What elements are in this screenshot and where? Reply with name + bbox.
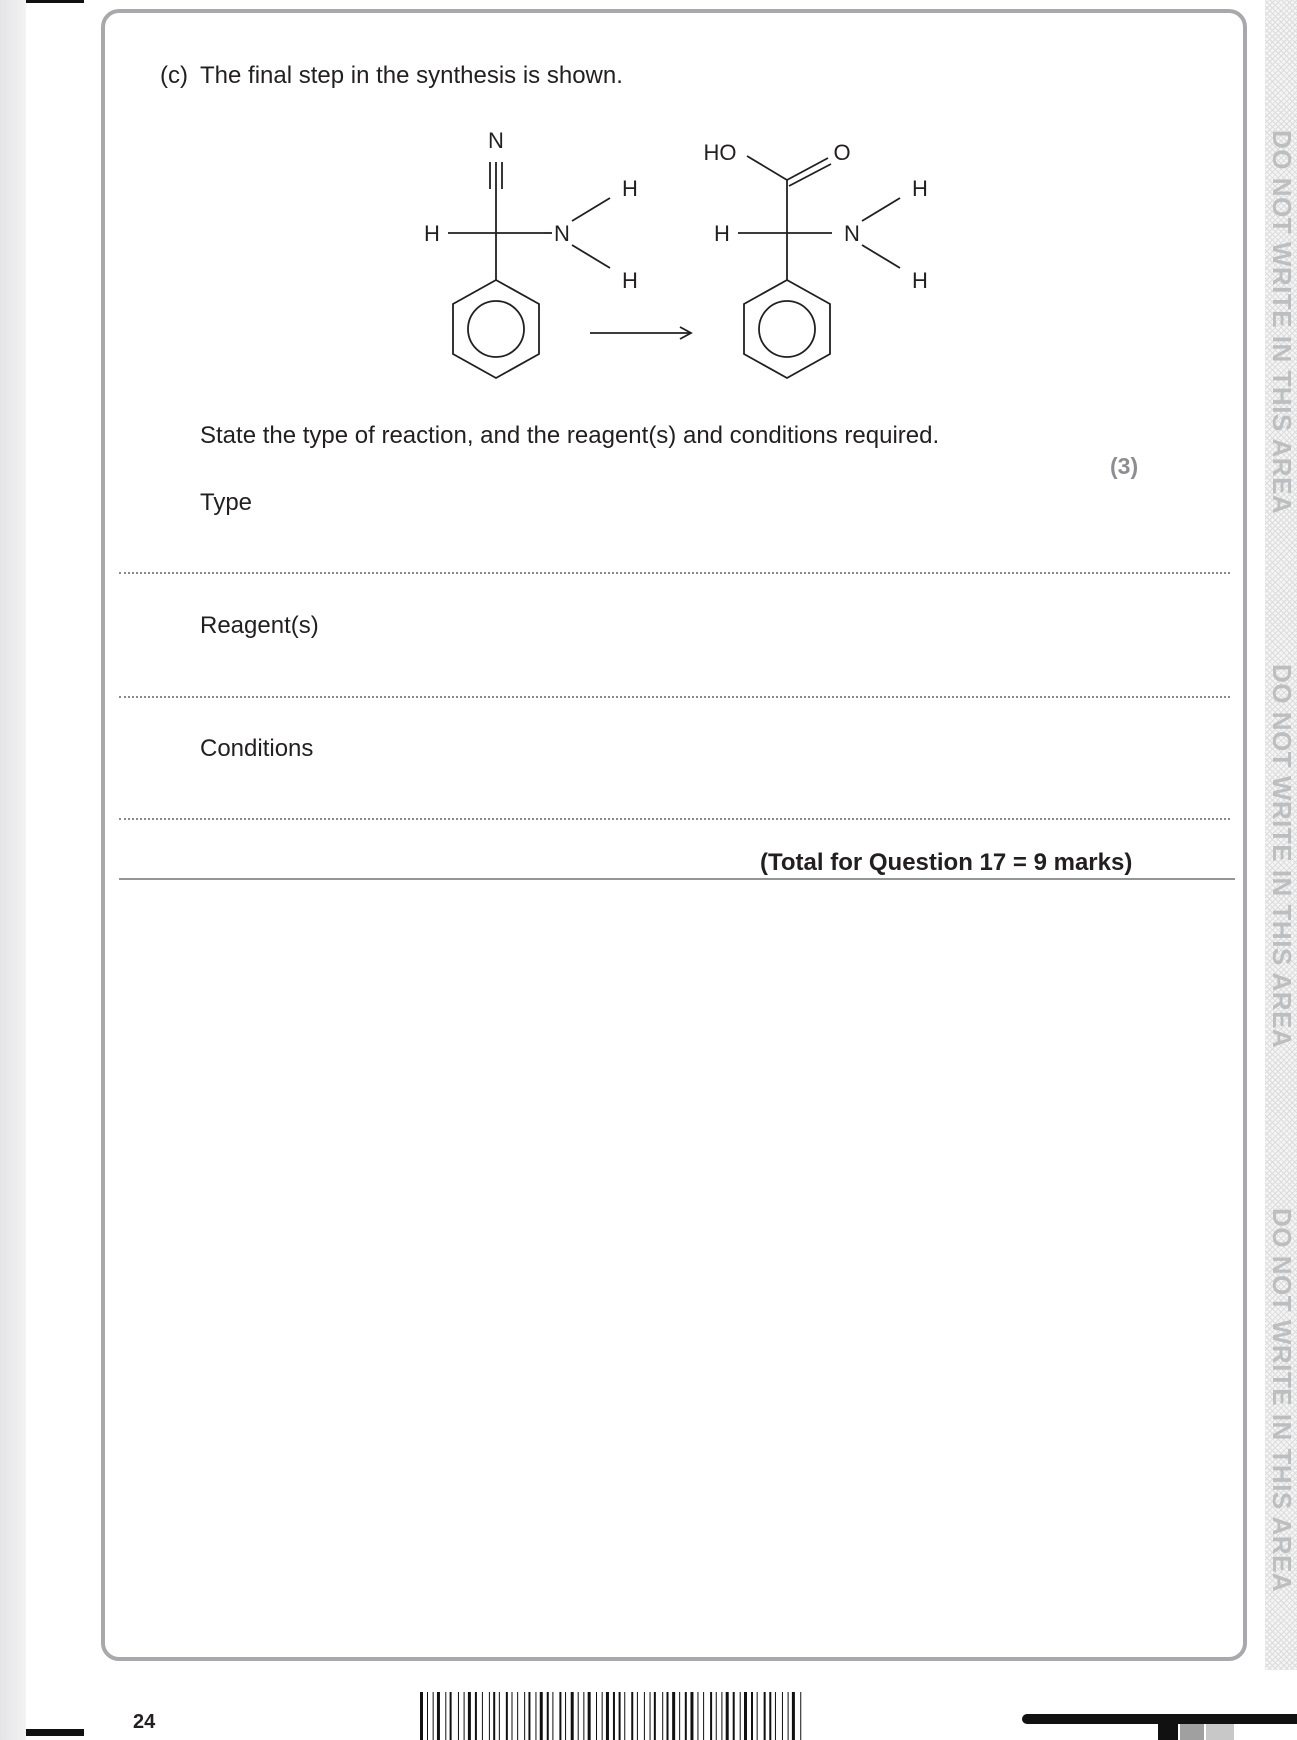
- total-rule: [119, 878, 1235, 880]
- question-part-label: (c): [160, 62, 188, 89]
- margin-warning-1: DO NOT WRITE IN THIS AREA: [1267, 130, 1297, 515]
- product-oxygen: O: [833, 140, 851, 165]
- margin-warning-2: DO NOT WRITE IN THIS AREA: [1267, 664, 1297, 1049]
- reagents-answer-line[interactable]: [119, 696, 1230, 698]
- footer-registration-blocks: [1158, 1724, 1297, 1740]
- type-label: Type: [200, 489, 253, 516]
- product-hydrogen-lower: H: [912, 268, 928, 293]
- reactant-hydrogen-lower: H: [622, 268, 638, 293]
- reactant-hydrogen-left: H: [424, 221, 440, 246]
- product-hydrogen-upper: H: [912, 176, 928, 201]
- reactant-molecule: [448, 162, 610, 378]
- product-molecule: [738, 156, 900, 378]
- barcode-image: [420, 1692, 932, 1740]
- product-hydrogen-left: H: [714, 221, 730, 246]
- product-nitrogen-amine: N: [844, 221, 860, 246]
- reactant-hydrogen-upper: H: [622, 176, 638, 201]
- reaction-arrow: [590, 327, 691, 339]
- page-left-shadow: [0, 0, 26, 1740]
- reagents-label: Reagent(s): [200, 612, 319, 639]
- question-total: (Total for Question 17 = 9 marks): [760, 849, 1133, 876]
- footer-bar: [1022, 1714, 1297, 1724]
- question-instruction: State the type of reaction, and the reagent(s) and conditions required.: [200, 422, 940, 449]
- type-answer-line[interactable]: [119, 572, 1230, 574]
- conditions-label: Conditions: [200, 735, 314, 762]
- conditions-answer-line[interactable]: [119, 818, 1230, 820]
- page-number: 24: [133, 1711, 156, 1733]
- question-text: The final step in the synthesis is shown.: [200, 62, 623, 89]
- marks-allocation: (3): [1110, 453, 1139, 479]
- corner-mark-bottom: [26, 1729, 84, 1736]
- corner-mark-top: [26, 0, 84, 3]
- reactant-nitrogen-top: N: [488, 128, 504, 153]
- reactant-nitrogen-amine: N: [554, 221, 570, 246]
- reaction-diagram: [400, 118, 940, 388]
- margin-warning-3: DO NOT WRITE IN THIS AREA: [1267, 1208, 1297, 1593]
- product-hydroxyl: HO: [703, 140, 737, 165]
